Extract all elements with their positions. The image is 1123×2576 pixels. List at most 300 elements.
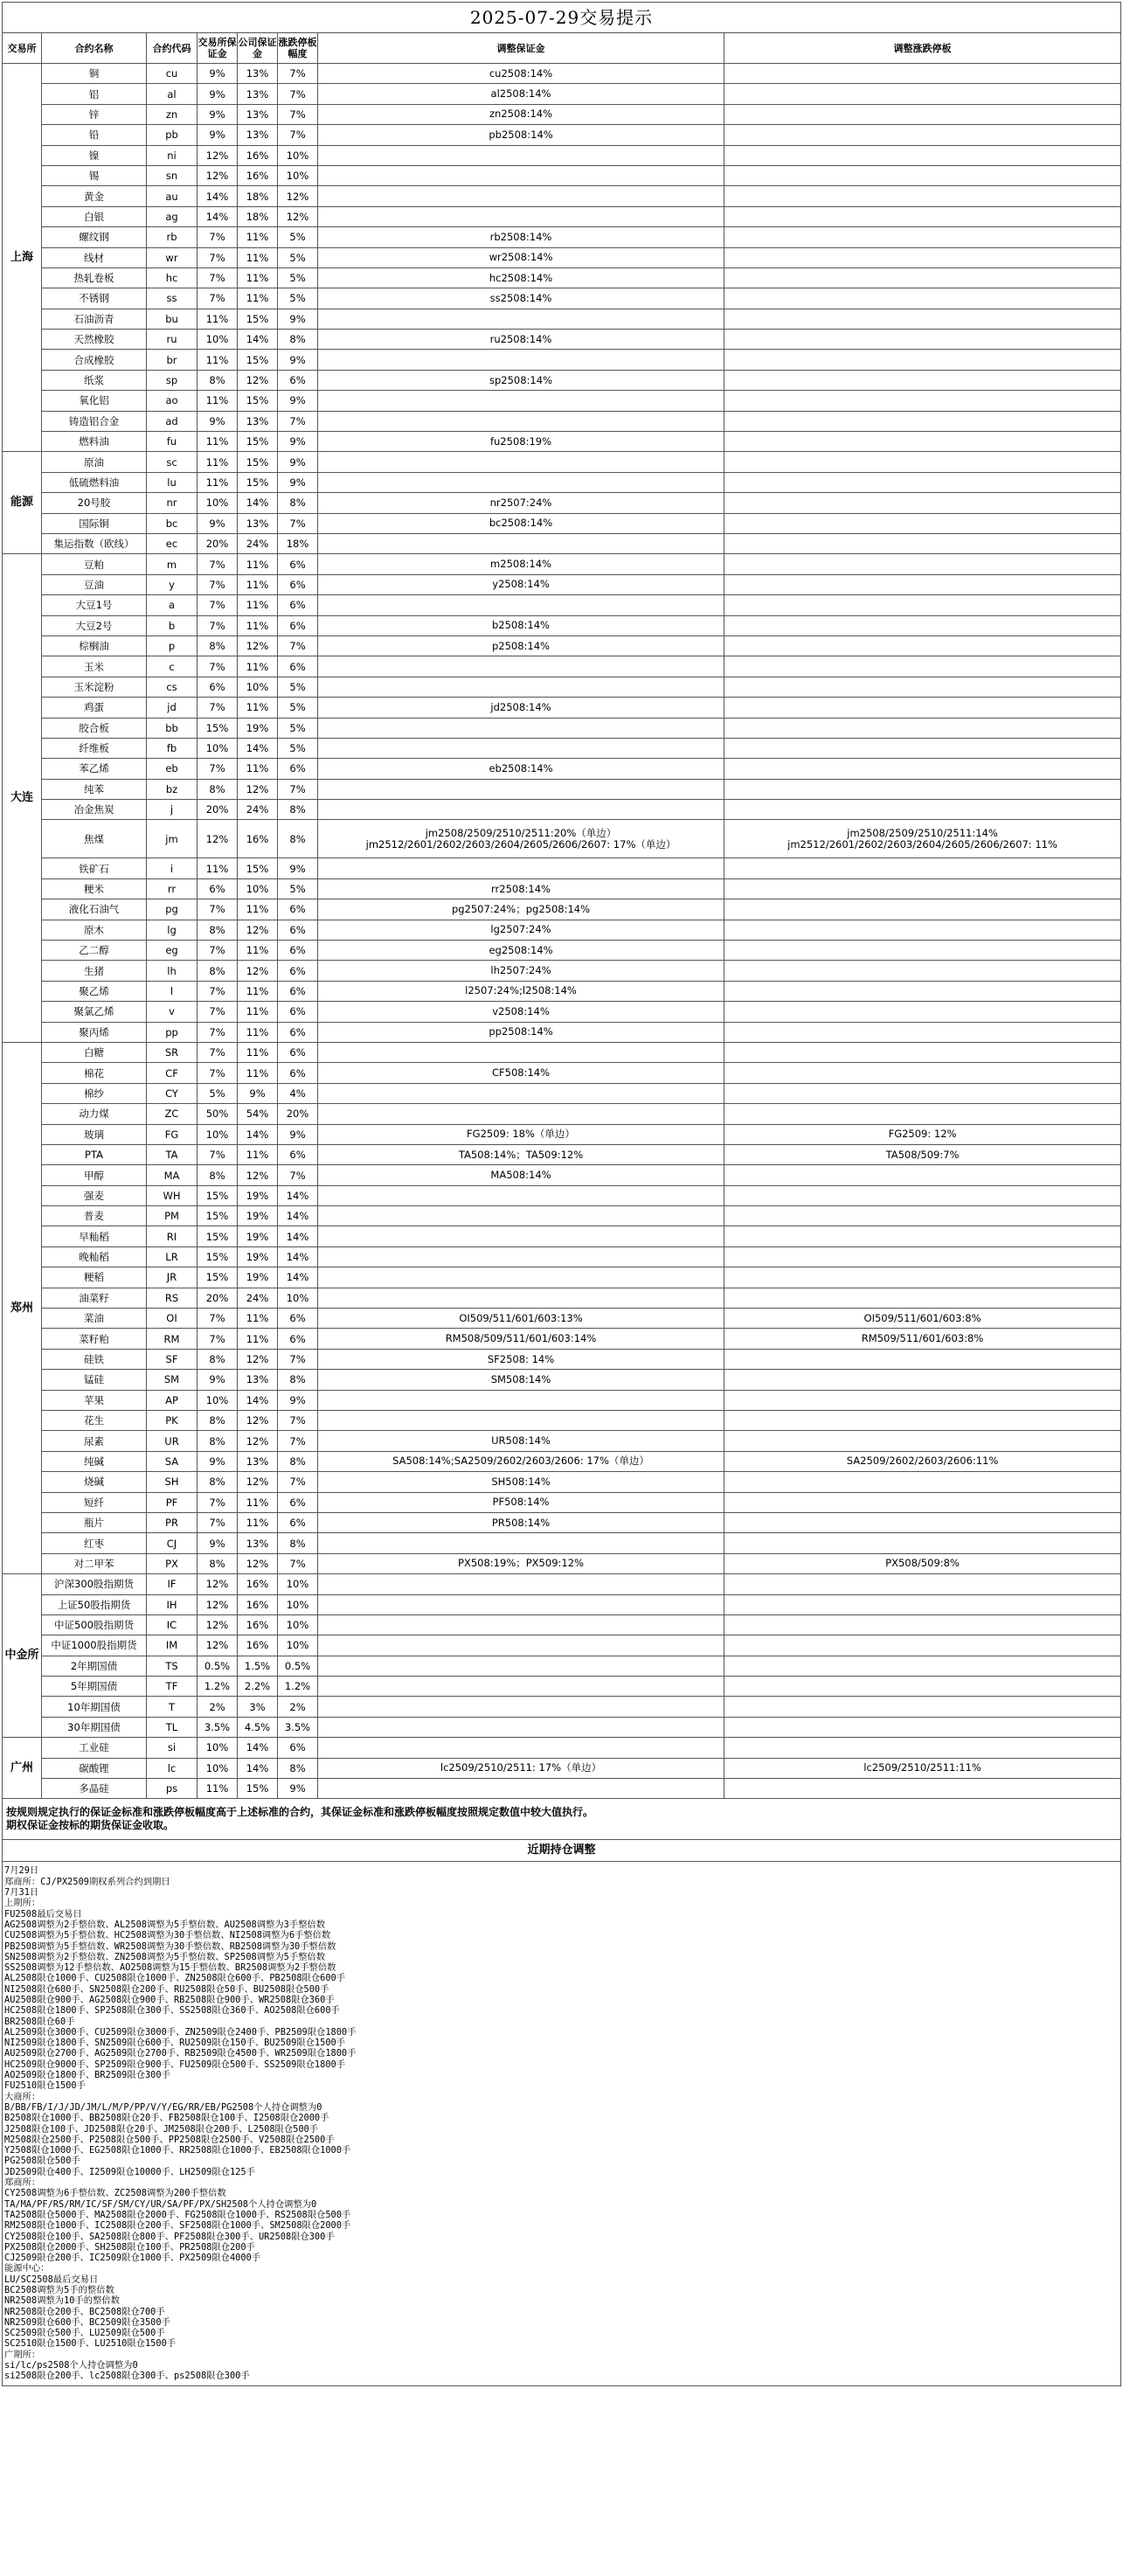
contract-code: ZC	[147, 1104, 198, 1124]
company-margin: 11%	[238, 759, 278, 779]
exchange-margin: 7%	[198, 595, 238, 615]
adjusted-limit	[724, 104, 1121, 124]
exchange-margin: 8%	[198, 1165, 238, 1185]
company-margin: 13%	[238, 411, 278, 431]
table-row	[3, 1370, 1121, 1390]
table-row	[3, 1758, 1121, 1778]
contract-code: b	[147, 615, 198, 635]
position-line: 7月29日	[4, 1865, 39, 1877]
price-limit: 6%	[278, 1492, 318, 1512]
company-margin: 10%	[238, 677, 278, 697]
price-limit: 5%	[278, 227, 318, 247]
price-limit: 7%	[278, 1411, 318, 1431]
price-limit: 10%	[278, 1574, 318, 1594]
contract-name: 甲醇	[42, 1165, 147, 1185]
contract-name: 线材	[42, 247, 147, 267]
company-margin: 18%	[238, 206, 278, 226]
exchange-margin: 7%	[198, 267, 238, 288]
contract-code: hc	[147, 267, 198, 288]
adjusted-margin	[318, 165, 724, 185]
company-margin: 12%	[238, 1553, 278, 1573]
adjusted-limit	[724, 677, 1121, 697]
adjusted-margin	[318, 1288, 724, 1308]
price-limit: 6%	[278, 961, 318, 981]
price-limit: 6%	[278, 941, 318, 961]
exchange-margin: 14%	[198, 206, 238, 226]
adjusted-limit	[724, 1697, 1121, 1717]
exchange-cell: 广州	[3, 1738, 42, 1799]
company-margin: 11%	[238, 981, 278, 1001]
position-line: B/BB/FB/I/J/JD/JM/L/M/P/PP/V/Y/EG/RR/EB/PG2508个人持仓调整为0	[4, 2101, 322, 2113]
table-row	[3, 432, 1121, 452]
adjusted-limit	[724, 1206, 1121, 1226]
price-limit: 9%	[278, 432, 318, 452]
exchange-margin: 7%	[198, 1492, 238, 1512]
contract-code: SR	[147, 1042, 198, 1062]
adjusted-margin: ru2508:14%	[318, 330, 724, 350]
contract-code: jm	[147, 820, 198, 858]
adjusted-limit	[724, 267, 1121, 288]
exchange-margin: 7%	[198, 698, 238, 718]
contract-name: 锌	[42, 104, 147, 124]
exchange-margin: 10%	[198, 738, 238, 758]
adjusted-margin: v2508:14%	[318, 1002, 724, 1022]
exchange-margin: 10%	[198, 1390, 238, 1410]
table-row	[3, 452, 1121, 472]
contract-name: 硅铁	[42, 1349, 147, 1369]
position-line: AL2509限仓3000手、CU2509限仓3000手、ZN2509限仓2400手、PB2509限仓1800手	[4, 2026, 357, 2038]
exchange-margin: 11%	[198, 452, 238, 472]
table-row	[3, 1063, 1121, 1083]
exchange-margin: 11%	[198, 472, 238, 492]
exchange-margin: 12%	[198, 1635, 238, 1656]
table-row	[3, 858, 1121, 878]
contract-name: 纤维板	[42, 738, 147, 758]
contract-name: 液化石油气	[42, 899, 147, 920]
company-margin: 12%	[238, 1165, 278, 1185]
contract-code: WH	[147, 1185, 198, 1205]
contract-name: 晚籼稻	[42, 1246, 147, 1267]
company-margin: 12%	[238, 1431, 278, 1451]
price-limit: 14%	[278, 1226, 318, 1246]
exchange-margin: 8%	[198, 961, 238, 981]
contract-name: 30年期国债	[42, 1717, 147, 1737]
adjusted-margin	[318, 1697, 724, 1717]
price-limit: 9%	[278, 1124, 318, 1144]
position-line: AG2508调整为2手整倍数、AL2508调整为5手整倍数、AU2508调整为3手整倍数	[4, 1919, 326, 1930]
contract-code: fb	[147, 738, 198, 758]
company-margin: 11%	[238, 1042, 278, 1062]
contract-name: 国际铜	[42, 513, 147, 533]
header-adjusted-limit: 调整涨跌停板	[724, 33, 1121, 64]
adjusted-limit	[724, 1083, 1121, 1103]
adjusted-limit	[724, 1063, 1121, 1083]
contract-name: 短纤	[42, 1492, 147, 1512]
adjusted-margin: PX508:19%；PX509:12%	[318, 1553, 724, 1573]
table-row	[3, 1267, 1121, 1288]
position-line: M2508限仓2500手、P2508限仓500手、PP2508限仓2500手、V2508限仓2500手	[4, 2134, 335, 2145]
exchange-cell: 中金所	[3, 1574, 42, 1738]
contract-name: 低硫燃料油	[42, 472, 147, 492]
adjusted-margin	[318, 309, 724, 329]
position-line: 上期所：	[4, 1898, 41, 1909]
adjusted-margin	[318, 472, 724, 492]
company-margin: 11%	[238, 1063, 278, 1083]
adjusted-limit	[724, 1390, 1121, 1410]
table-row	[3, 1451, 1121, 1471]
contract-code: bu	[147, 309, 198, 329]
price-limit: 7%	[278, 84, 318, 104]
contract-code: v	[147, 1002, 198, 1022]
exchange-margin: 12%	[198, 145, 238, 165]
contract-name: 中证1000股指期货	[42, 1635, 147, 1656]
adjusted-limit	[724, 899, 1121, 920]
price-limit: 7%	[278, 635, 318, 656]
adjusted-limit	[724, 472, 1121, 492]
company-margin: 16%	[238, 1594, 278, 1614]
adjusted-limit	[724, 165, 1121, 185]
price-limit: 6%	[278, 759, 318, 779]
trading-notice-sheet	[2, 2, 1120, 2386]
price-limit: 7%	[278, 779, 318, 799]
adjusted-limit	[724, 125, 1121, 145]
adjusted-limit	[724, 1677, 1121, 1697]
adjusted-margin	[318, 1738, 724, 1758]
price-limit: 14%	[278, 1267, 318, 1288]
adjusted-margin	[318, 452, 724, 472]
position-line: CY2508限仓100手、SA2508限仓800手、PF2508限仓300手、UR2508限仓300手	[4, 2231, 335, 2242]
table-row	[3, 513, 1121, 533]
contract-code: c	[147, 656, 198, 677]
table-row	[3, 1288, 1121, 1308]
contract-name: 棉纱	[42, 1083, 147, 1103]
table-row	[3, 1512, 1121, 1532]
contract-name: 玻璃	[42, 1124, 147, 1144]
table-row	[3, 1022, 1121, 1042]
adjusted-margin: hc2508:14%	[318, 267, 724, 288]
table-row	[3, 800, 1121, 820]
exchange-margin: 20%	[198, 1288, 238, 1308]
company-margin: 4.5%	[238, 1717, 278, 1737]
company-margin: 16%	[238, 820, 278, 858]
company-margin: 19%	[238, 1185, 278, 1205]
position-line: NI2508限仓600手、SN2508限仓200手、RU2508限仓50手、BU2508限仓500手	[4, 1983, 329, 1995]
contract-name: 合成橡胶	[42, 350, 147, 370]
company-margin: 15%	[238, 350, 278, 370]
contract-code: cu	[147, 64, 198, 84]
contract-code: LR	[147, 1246, 198, 1267]
price-limit: 18%	[278, 533, 318, 553]
position-line: TA/MA/PF/RS/RM/IC/SF/SM/CY/UR/SA/PF/PX/SH2508个人持仓调整为0	[4, 2198, 317, 2210]
adjusted-limit	[724, 574, 1121, 594]
contract-code: SM	[147, 1370, 198, 1390]
adjusted-limit	[724, 513, 1121, 533]
price-limit: 5%	[278, 288, 318, 309]
adjusted-margin	[318, 1779, 724, 1799]
table-row	[3, 920, 1121, 940]
adjusted-margin	[318, 350, 724, 370]
price-limit: 8%	[278, 1533, 318, 1553]
contract-code: SF	[147, 1349, 198, 1369]
adjusted-limit	[724, 84, 1121, 104]
position-line: NR2508调整为10手的整倍数	[4, 2295, 120, 2307]
adjusted-margin: SA508:14%;SA2509/2602/2603/2606: 17%（单边）	[318, 1451, 724, 1471]
position-line: AO2509限仓1800手、BR2509限仓300手	[4, 2070, 170, 2081]
contract-code: br	[147, 350, 198, 370]
price-limit: 9%	[278, 350, 318, 370]
table-row	[3, 1390, 1121, 1410]
position-line: CJ2509限仓200手、IC2509限仓1000手、PX2509限仓4000手	[4, 2253, 261, 2264]
price-limit: 8%	[278, 820, 318, 858]
company-margin: 15%	[238, 452, 278, 472]
adjusted-limit	[724, 1472, 1121, 1492]
price-limit: 6%	[278, 899, 318, 920]
exchange-margin: 1.2%	[198, 1677, 238, 1697]
contract-code: AP	[147, 1390, 198, 1410]
adjusted-margin	[318, 1677, 724, 1697]
adjusted-limit	[724, 1185, 1121, 1205]
adjusted-margin	[318, 677, 724, 697]
exchange-margin: 15%	[198, 1185, 238, 1205]
company-margin: 2.2%	[238, 1677, 278, 1697]
exchange-margin: 12%	[198, 1574, 238, 1594]
company-margin: 14%	[238, 1124, 278, 1144]
contract-name: 2年期国债	[42, 1656, 147, 1676]
adjusted-limit: TA508/509:7%	[724, 1144, 1121, 1164]
company-margin: 15%	[238, 472, 278, 492]
exchange-margin: 0.5%	[198, 1656, 238, 1676]
exchange-margin: 10%	[198, 1738, 238, 1758]
adjusted-margin: lh2507:24%	[318, 961, 724, 981]
position-line: HC2508限仓1800手、SP2508限仓300手、SS2508限仓360手、AO2508限仓600手	[4, 2005, 340, 2017]
exchange-margin: 9%	[198, 84, 238, 104]
exchange-cell: 能源	[3, 452, 42, 554]
exchange-margin: 8%	[198, 370, 238, 390]
adjusted-margin	[318, 1267, 724, 1288]
table-row	[3, 899, 1121, 920]
adjusted-margin	[318, 1226, 724, 1246]
company-margin: 14%	[238, 493, 278, 513]
price-limit: 6%	[278, 1329, 318, 1349]
exchange-margin: 10%	[198, 1758, 238, 1778]
company-margin: 16%	[238, 1574, 278, 1594]
contract-code: T	[147, 1697, 198, 1717]
contract-name: 鸡蛋	[42, 698, 147, 718]
adjusted-margin: nr2507:24%	[318, 493, 724, 513]
contract-code: p	[147, 635, 198, 656]
price-limit: 6%	[278, 554, 318, 574]
adjusted-margin	[318, 1411, 724, 1431]
exchange-margin: 15%	[198, 1206, 238, 1226]
adjusted-margin: pb2508:14%	[318, 125, 724, 145]
company-margin: 14%	[238, 1758, 278, 1778]
company-margin: 19%	[238, 1206, 278, 1226]
price-limit: 7%	[278, 1165, 318, 1185]
table-row	[3, 1574, 1121, 1594]
contract-name: 锡	[42, 165, 147, 185]
adjusted-margin: SM508:14%	[318, 1370, 724, 1390]
adjusted-limit	[724, 247, 1121, 267]
exchange-margin: 20%	[198, 533, 238, 553]
company-margin: 12%	[238, 1349, 278, 1369]
position-line: NR2509限仓600手、BC2509限仓3500手	[4, 2316, 170, 2328]
exchange-cell: 大连	[3, 554, 42, 1043]
price-limit: 12%	[278, 186, 318, 206]
contract-name: 棉花	[42, 1063, 147, 1083]
position-line: RM2508限仓1000手、IC2508限仓200手、SF2508限仓1000手、SM2508限仓2000手	[4, 2220, 351, 2232]
exchange-margin: 11%	[198, 858, 238, 878]
adjusted-limit	[724, 288, 1121, 309]
contract-code: pg	[147, 899, 198, 920]
price-limit: 6%	[278, 1022, 318, 1042]
adjusted-margin	[318, 1206, 724, 1226]
adjusted-margin	[318, 1574, 724, 1594]
adjusted-limit: PX508/509:8%	[724, 1553, 1121, 1573]
contract-name: 早籼稻	[42, 1226, 147, 1246]
contract-code: RM	[147, 1329, 198, 1349]
company-margin: 9%	[238, 1083, 278, 1103]
price-limit: 7%	[278, 1431, 318, 1451]
price-limit: 10%	[278, 165, 318, 185]
exchange-margin: 7%	[198, 981, 238, 1001]
contract-code: eg	[147, 941, 198, 961]
price-limit: 10%	[278, 1635, 318, 1656]
contract-name: 聚氯乙烯	[42, 1002, 147, 1022]
contract-name: 铝	[42, 84, 147, 104]
adjusted-margin: b2508:14%	[318, 615, 724, 635]
table-row	[3, 165, 1121, 185]
adjusted-limit	[724, 1022, 1121, 1042]
position-line: si2508限仓200手、lc2508限仓300手、ps2508限仓300手	[4, 2371, 250, 2382]
adjusted-limit	[724, 1246, 1121, 1267]
contract-name: 豆粕	[42, 554, 147, 574]
contract-name: 纯碱	[42, 1451, 147, 1471]
adjusted-margin: sp2508:14%	[318, 370, 724, 390]
exchange-margin: 14%	[198, 186, 238, 206]
exchange-margin: 15%	[198, 1226, 238, 1246]
position-line: PG2508限仓500手	[4, 2156, 80, 2167]
table-row	[3, 878, 1121, 899]
position-line: SN2508调整为2手整倍数、ZN2508调整为5手整倍数、SP2508调整为5手整倍数	[4, 1951, 326, 1962]
adjusted-margin	[318, 858, 724, 878]
exchange-margin: 9%	[198, 125, 238, 145]
price-limit: 20%	[278, 1104, 318, 1124]
position-line: HC2509限仓9000手、SP2509限仓900手、FU2509限仓500手、SS2509限仓1800手	[4, 2059, 346, 2070]
contract-code: TA	[147, 1144, 198, 1164]
adjusted-margin: fu2508:19%	[318, 432, 724, 452]
company-margin: 11%	[238, 1492, 278, 1512]
company-margin: 11%	[238, 1309, 278, 1329]
contract-code: lg	[147, 920, 198, 940]
contract-name: 苹果	[42, 1390, 147, 1410]
table-row	[3, 1329, 1121, 1349]
adjusted-margin	[318, 1083, 724, 1103]
position-line: 广期所：	[4, 2349, 41, 2360]
company-margin: 54%	[238, 1104, 278, 1124]
table-row	[3, 595, 1121, 615]
exchange-margin: 8%	[198, 779, 238, 799]
contract-code: pb	[147, 125, 198, 145]
table-row	[3, 1104, 1121, 1124]
position-line: JD2509限仓400手、I2509限仓10000手、LH2509限仓125手	[4, 2166, 255, 2177]
position-line: NR2508限仓200手、BC2508限仓700手	[4, 2306, 165, 2317]
contract-name: 工业硅	[42, 1738, 147, 1758]
exchange-margin: 10%	[198, 330, 238, 350]
company-margin: 12%	[238, 635, 278, 656]
contract-table	[2, 2, 1121, 2386]
adjusted-margin: m2508:14%	[318, 554, 724, 574]
company-margin: 16%	[238, 1614, 278, 1635]
price-limit: 6%	[278, 656, 318, 677]
adjusted-limit	[724, 595, 1121, 615]
exchange-margin: 15%	[198, 718, 238, 738]
adjusted-limit	[724, 858, 1121, 878]
price-limit: 0.5%	[278, 1656, 318, 1676]
table-row	[3, 186, 1121, 206]
adjusted-margin: jm2508/2509/2510/2511:20%（单边） jm2512/2601/2602/2603/2604/2605/2606/2607: 17%（单边）	[318, 820, 724, 858]
contract-name: 螺纹钢	[42, 227, 147, 247]
adjusted-margin	[318, 738, 724, 758]
position-line: AL2508限仓1000手、CU2508限仓1000手、ZN2508限仓600手、PB2508限仓600手	[4, 1973, 346, 1984]
position-line: J2508限仓100手、JD2508限仓20手、JM2508限仓200手、L2508限仓500手	[4, 2123, 319, 2135]
adjusted-limit	[724, 635, 1121, 656]
price-limit: 6%	[278, 370, 318, 390]
exchange-margin: 7%	[198, 759, 238, 779]
adjusted-limit	[724, 452, 1121, 472]
adjusted-limit	[724, 738, 1121, 758]
adjusted-limit	[724, 656, 1121, 677]
contract-name: 粳稻	[42, 1267, 147, 1288]
table-row	[3, 1349, 1121, 1369]
exchange-margin: 7%	[198, 227, 238, 247]
position-line: SS2508调整为12手整倍数、AO2508调整为15手整倍数、BR2508调整为2手整倍数	[4, 1962, 336, 1974]
position-line: 郑商所：CJ/PX2509期权系列合约到期日	[4, 1876, 170, 1887]
price-limit: 7%	[278, 1349, 318, 1369]
adjusted-margin	[318, 145, 724, 165]
contract-code: cs	[147, 677, 198, 697]
table-row	[3, 1226, 1121, 1246]
position-line: 能源中心：	[4, 2263, 50, 2274]
adjusted-limit	[724, 1574, 1121, 1594]
position-line: AU2508限仓900手、AG2508限仓900手、RB2508限仓900手、WR2508限仓360手	[4, 1994, 335, 2005]
position-line: 大商所：	[4, 2091, 41, 2102]
price-limit: 7%	[278, 411, 318, 431]
adjusted-margin	[318, 206, 724, 226]
company-margin: 15%	[238, 432, 278, 452]
company-margin: 1.5%	[238, 1656, 278, 1676]
adjusted-limit	[724, 493, 1121, 513]
rule-note: 按规则规定执行的保证金标准和涨跌停板幅度高于上述标准的合约，其保证金标准和涨跌停板幅度按照规定数值中较大值执行。 期权保证金按标的期货保证金收取。	[3, 1799, 1121, 1840]
price-limit: 6%	[278, 1002, 318, 1022]
price-limit: 7%	[278, 513, 318, 533]
company-margin: 19%	[238, 718, 278, 738]
adjusted-margin	[318, 1717, 724, 1737]
exchange-margin: 7%	[198, 554, 238, 574]
adjusted-margin: lc2509/2510/2511: 17%（单边）	[318, 1758, 724, 1778]
table-row	[3, 615, 1121, 635]
table-row	[3, 1594, 1121, 1614]
contract-name: 聚乙烯	[42, 981, 147, 1001]
company-margin: 11%	[238, 615, 278, 635]
contract-name: 黄金	[42, 186, 147, 206]
table-row	[3, 1083, 1121, 1103]
price-limit: 9%	[278, 1779, 318, 1799]
exchange-margin: 8%	[198, 1411, 238, 1431]
company-margin: 11%	[238, 1144, 278, 1164]
exchange-margin: 50%	[198, 1104, 238, 1124]
adjusted-margin: bc2508:14%	[318, 513, 724, 533]
table-row	[3, 779, 1121, 799]
